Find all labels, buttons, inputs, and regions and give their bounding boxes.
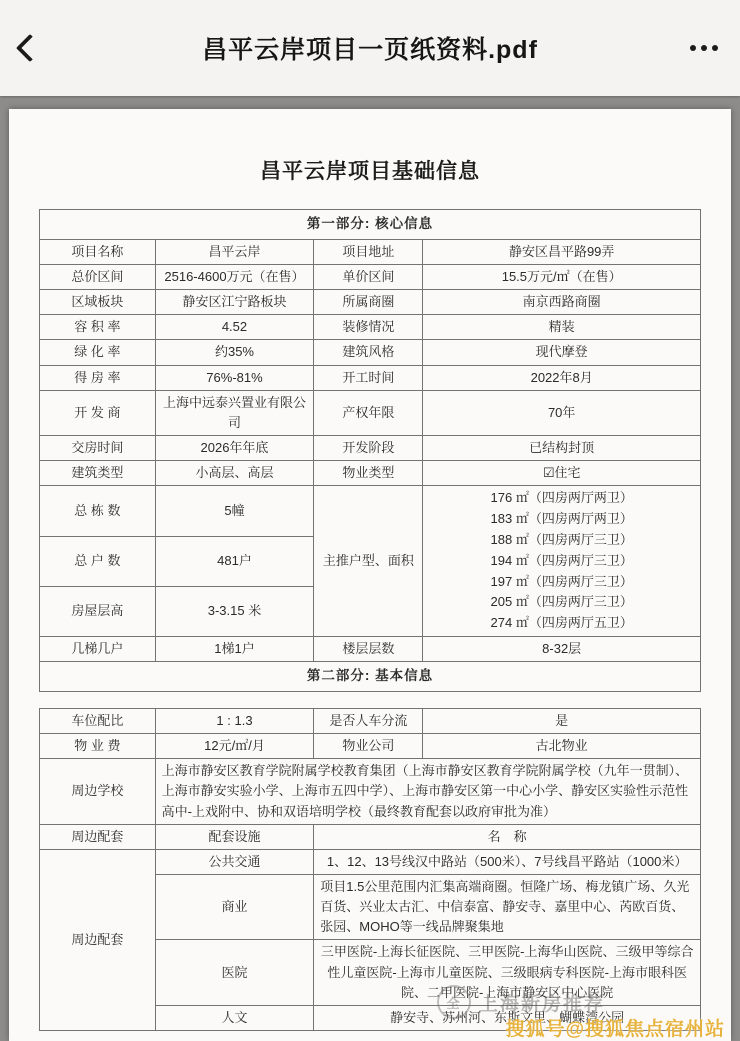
row-value: 481户 [155, 536, 314, 586]
unit-type-item: 176 ㎡（四房两厅两卫） [490, 490, 633, 506]
part1-header-row [40, 210, 701, 240]
facility-text: 三甲医院-上海长征医院、三甲医院-上海华山医院、三级甲等综合性儿童医院-上海市儿童医院、三级眼病专科医院-上海市眼科医院、二甲医院-上海市静安区中心医院 [314, 940, 701, 1005]
table-row [40, 390, 701, 435]
chevron-left-icon [16, 34, 44, 62]
row-value: ☑住宅 [423, 461, 701, 486]
document-page [9, 109, 731, 1041]
ellipsis-icon [712, 45, 718, 51]
row-value: 3-3.15 米 [155, 586, 314, 636]
row-label: 交房时间 [40, 436, 156, 461]
row-label: 区域板块 [40, 290, 156, 315]
row-value: 南京西路商圈 [423, 290, 701, 315]
row-label: 房屋层高 [40, 586, 156, 636]
facilities-col-header: 配套设施 [155, 824, 314, 849]
table-row [40, 708, 701, 733]
row-value: 已结构封顶 [423, 436, 701, 461]
table-row [40, 486, 701, 536]
table-row [40, 340, 701, 365]
schools-text: 上海市静安区教育学院附属学校教育集团（上海市静安区教育学院附属学校（九年一贯制）、上海市静安实验小学、上海市五四中学）、上海市静安区第一中心小学、静安区实验性示范性高中-上戏附中、协和双语培明学校（最终教育配套以政府审批为准） [155, 759, 700, 824]
row-value: 70年 [423, 390, 701, 435]
more-menu-button[interactable] [668, 0, 740, 96]
facility-category: 公共交通 [155, 849, 314, 874]
row-label: 得 房 率 [40, 365, 156, 390]
row-label: 周边学校 [40, 759, 156, 824]
facility-category: 医院 [155, 940, 314, 1005]
row-label: 开发阶段 [314, 436, 423, 461]
row-label: 装修情况 [314, 315, 423, 340]
row-label: 几梯几户 [40, 636, 156, 661]
row-value: 5幢 [155, 486, 314, 536]
row-label: 建筑类型 [40, 461, 156, 486]
table-row [40, 315, 701, 340]
table-row [40, 365, 701, 390]
table-row [40, 290, 701, 315]
watermark-logo-icon: 全 [437, 985, 471, 1019]
facility-category: 人文 [155, 1005, 314, 1030]
unit-type-item: 188 ㎡（四房两厅三卫） [490, 531, 633, 547]
facility-category: 商业 [155, 874, 314, 939]
table-row [40, 461, 701, 486]
document-title: 昌平云岸项目基础信息 [260, 160, 480, 183]
row-value: 12元/㎡/月 [155, 734, 314, 759]
row-value: 小高层、高层 [155, 461, 314, 486]
facilities-header-row [40, 824, 701, 849]
facility-row [40, 849, 701, 874]
facilities-name-header: 名 称 [314, 824, 701, 849]
row-label: 建筑风格 [314, 340, 423, 365]
row-value: 76%-81% [155, 365, 314, 390]
sohu-watermark: 搜狐号@搜狐焦点宿州站 [505, 1019, 725, 1040]
ellipsis-icon [701, 45, 707, 51]
row-value: 8-32层 [423, 636, 701, 661]
row-label: 项目地址 [314, 239, 423, 264]
row-label: 单价区间 [314, 265, 423, 290]
row-label: 所属商圈 [314, 290, 423, 315]
row-label: 总 户 数 [40, 536, 156, 586]
unit-type-item: 194 ㎡（四房两厅三卫） [490, 552, 633, 568]
facility-text: 静安寺、苏州河、东斯文里、蝴蝶湾公园 [314, 1005, 701, 1030]
part2-header: 第二部分: 基本信息 [40, 662, 701, 692]
unit-type-item: 274 ㎡（四房两厅五卫） [490, 615, 633, 631]
row-value: 是 [423, 708, 701, 733]
row-value: 1梯1户 [155, 636, 314, 661]
unit-type-item: 197 ㎡（四房两厅三卫） [490, 573, 633, 589]
row-label: 物业公司 [314, 734, 423, 759]
unit-types-label: 主推户型、面积 [314, 486, 423, 637]
topbar [0, 0, 740, 96]
row-label: 开工时间 [314, 365, 423, 390]
row-label: 绿 化 率 [40, 340, 156, 365]
row-label: 楼层层数 [314, 636, 423, 661]
row-label: 开 发 商 [40, 390, 156, 435]
row-label: 物业类型 [314, 461, 423, 486]
row-value: 1 : 1.3 [155, 708, 314, 733]
table-row [40, 265, 701, 290]
row-label: 产权年限 [314, 390, 423, 435]
part1-header: 第一部分: 核心信息 [40, 210, 701, 240]
core-info-table [39, 209, 701, 692]
row-value: 约35% [155, 340, 314, 365]
pdf-title: 昌平云岸项目一页纸资料.pdf [202, 36, 538, 64]
row-value: 2026年年底 [155, 436, 314, 461]
row-value: 精装 [423, 315, 701, 340]
row-label: 车位配比 [40, 708, 156, 733]
row-value: 2022年8月 [423, 365, 701, 390]
table-row [40, 239, 701, 264]
basic-info-table [39, 708, 701, 1031]
table-row [40, 436, 701, 461]
row-value: 现代摩登 [423, 340, 701, 365]
unit-type-item: 205 ㎡（四房两厅三卫） [490, 594, 633, 610]
row-value: 2516-4600万元（在售） [155, 265, 314, 290]
row-value: 4.52 [155, 315, 314, 340]
facility-text: 1、12、13号线汉中路站（500米）、7号线昌平路站（1000米） [314, 849, 701, 874]
row-value: 上海中远泰兴置业有限公司 [155, 390, 314, 435]
table-row [40, 734, 701, 759]
back-button[interactable] [0, 0, 60, 96]
row-label: 总价区间 [40, 265, 156, 290]
row-label: 容 积 率 [40, 315, 156, 340]
row-label: 项目名称 [40, 239, 156, 264]
schools-row [40, 759, 701, 824]
unit-types-list [423, 486, 701, 637]
row-value: 15.5万元/㎡（在售） [423, 265, 701, 290]
row-value: 昌平云岸 [155, 239, 314, 264]
row-label: 物 业 费 [40, 734, 156, 759]
facility-text: 项目1.5公里范围内汇集高端商圈。恒隆广场、梅龙镇广场、久光百货、兴业太古汇、中信泰富、静安寺、嘉里中心、芮欧百货、张园、MOHO等一线品牌聚集地 [314, 874, 701, 939]
row-label: 周边配套 [40, 824, 156, 849]
row-value: 古北物业 [423, 734, 701, 759]
facilities-group-label: 周边配套 [40, 849, 156, 1030]
row-value: 静安区江宁路板块 [155, 290, 314, 315]
unit-type-item: 183 ㎡（四房两厅两卫） [490, 511, 633, 527]
row-label: 是否人车分流 [314, 708, 423, 733]
part2-header-row [40, 662, 701, 692]
table-row [40, 636, 701, 661]
row-value: 静安区昌平路99弄 [423, 239, 701, 264]
ellipsis-icon [690, 45, 696, 51]
row-label: 总 栋 数 [40, 486, 156, 536]
faint-watermark-text: 上海新房推荐 [479, 993, 606, 1015]
